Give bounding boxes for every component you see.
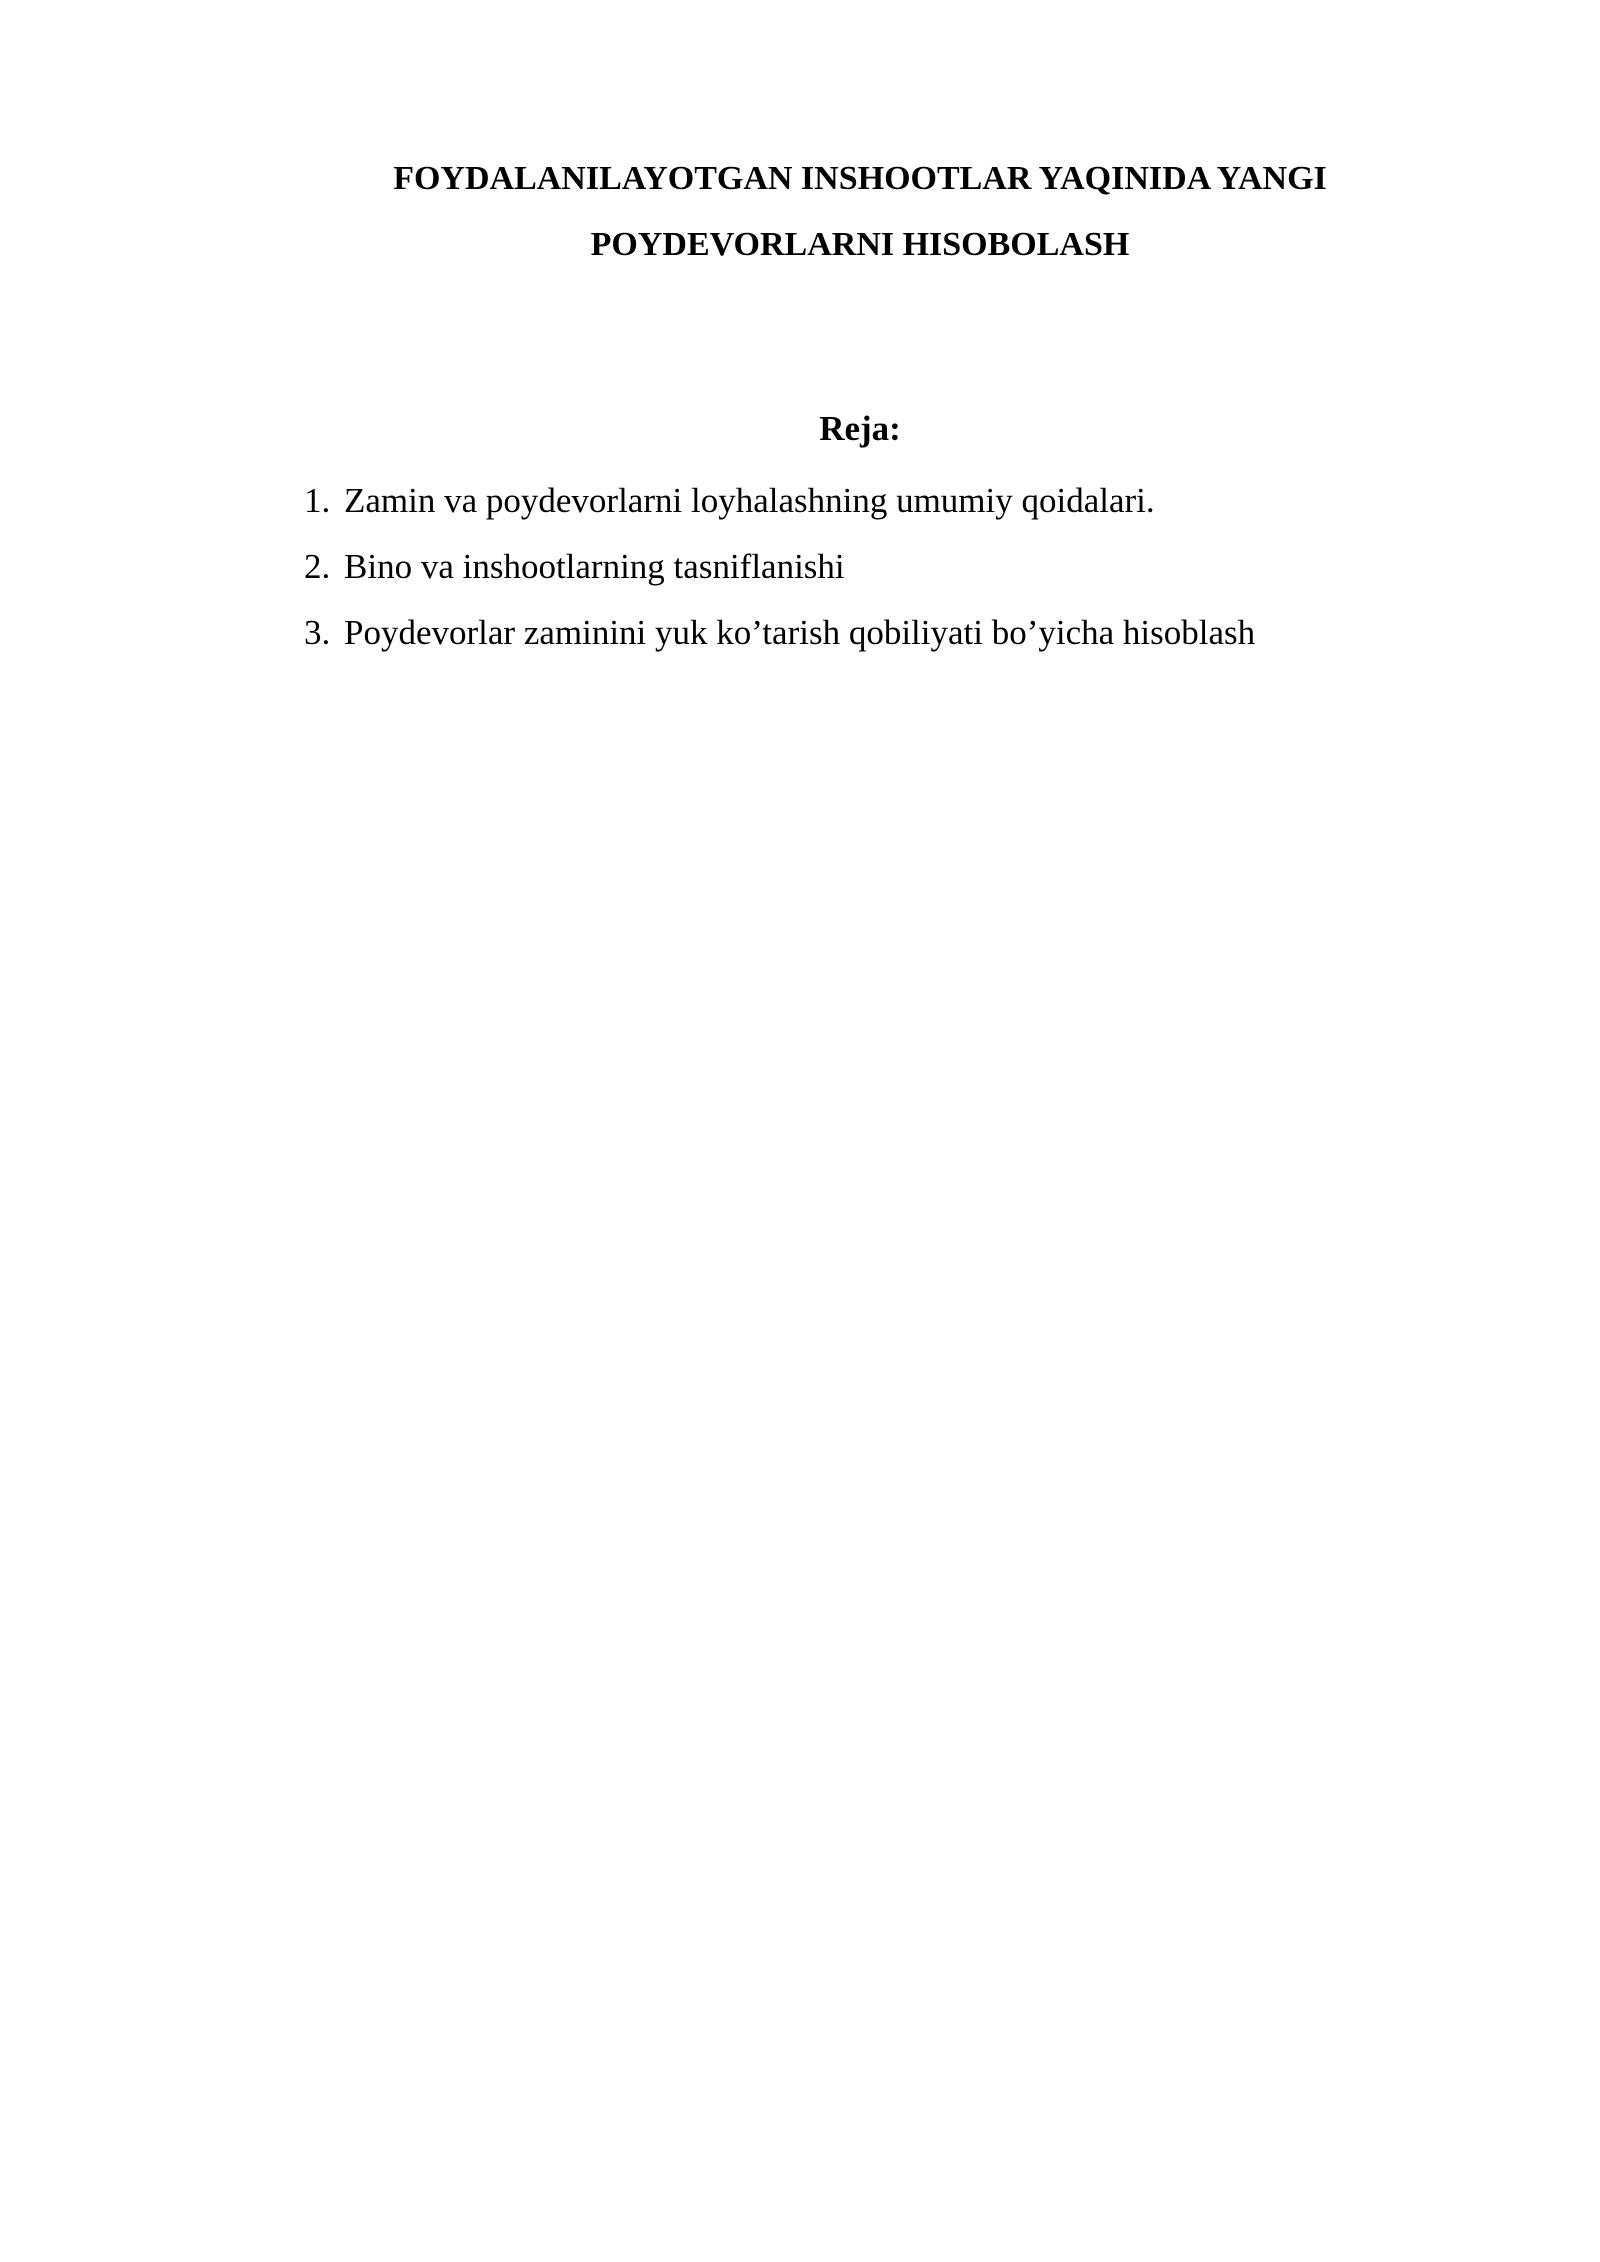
plan-item-2 bbox=[304, 534, 1424, 600]
title-line-2: POYDEVORLARNI HISOBOLASH bbox=[590, 226, 1130, 263]
title-line-1: FOYDALANILAYOTGAN INSHOOTLAR YAQINIDA YANGI bbox=[393, 160, 1327, 197]
document-title bbox=[300, 146, 1420, 278]
plan-item-text: Poydevorlar zaminini yuk ko’tarish qobiliyati bo’yicha hisoblash bbox=[344, 613, 1256, 652]
plan-list bbox=[304, 468, 1424, 666]
plan-heading: Reja: bbox=[819, 409, 901, 448]
plan-item-text: Bino va inshootlarning tasniflanishi bbox=[344, 547, 845, 586]
plan-item-number: 1. bbox=[304, 481, 331, 520]
plan-item-number: 3. bbox=[304, 613, 331, 652]
plan-item-3 bbox=[304, 600, 1424, 666]
plan-item-number: 2. bbox=[304, 547, 331, 586]
plan-item-text: Zamin va poydevorlarni loyhalashning umumiy qoidalari. bbox=[344, 481, 1155, 520]
plan-item-1 bbox=[304, 468, 1424, 534]
